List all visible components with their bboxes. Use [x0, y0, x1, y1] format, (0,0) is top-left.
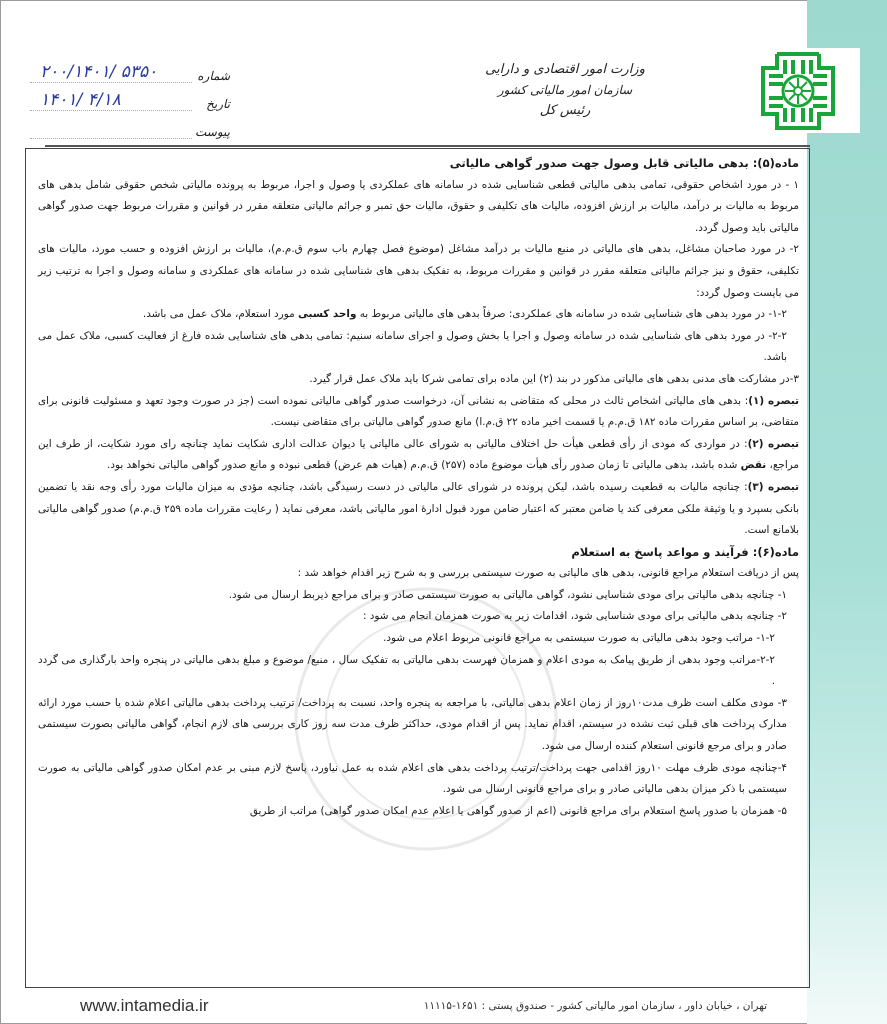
- document-body: [25, 148, 810, 988]
- note-label: تبصره (۱): [748, 394, 799, 407]
- note-label: تبصره (۳): [747, 480, 799, 493]
- article-5-clause-2: ۲- در مورد صاحبان مشاغل، بدهی های مالیاتی در منبع مالیات بر درآمد مشاغل (موضوع فصل چهارم باب سوم ق.م.م)، مالیات بر ارزش افزوده و حسب مورد، مالیات های تکلیفی، حقوق و نیز جرائم مالیاتی متعلقه مقرر در قوانین و مقررات مربوط، به تفکیک بدهی های شناسایی شده در سامانه های عملکردی و سامانه وصول و اجرا به ترتیب زیر می بایست وصول گردد:: [38, 243, 799, 299]
- clause-emphasis: واحد کسبی: [297, 308, 357, 321]
- number-label: شماره: [197, 69, 230, 83]
- letter-date: ۱۴۰۱/ ۴/۱۸: [30, 90, 192, 111]
- attachment-blank: [30, 128, 192, 139]
- note-1: [38, 391, 799, 434]
- note-label: تبصره (۲): [747, 437, 799, 450]
- note-2: [38, 434, 799, 477]
- emblem-logo-icon: [755, 50, 841, 132]
- clause-text: مورد استعلام، ملاک عمل می باشد.: [142, 308, 298, 321]
- clause-text: ۱-۲- در مورد بدهی های شناسایی شده در سامانه های عملکردی: صرفاً بدهی های مالیاتی مربوط به: [356, 308, 787, 321]
- article-6-clause-1: ۱- چنانچه بدهی مالیاتی برای مودی شناسایی نشود، گواهی مالیاتی به صورت سیستمی صادر و برای مراجع ذیربط ارسال می شود.: [228, 588, 787, 601]
- note-emphasis: نقض: [740, 459, 767, 472]
- article-6-clause-3: ۳- مودی مکلف است ظرف مدت۱۰روز از زمان اعلام بدهی مالیاتی، با مراجعه به پنجره واحد، نسبت به پرداخت/ ترتیب پرداخت بدهی مالیاتی اعلام شده یا حسب مورد ارائه مدارک پرداخت های قبلی ثبت نشده در سیستم، اقدام نماید. پس از اقدام مودی، حداکثر ظرف مدت سه روز کاری بررسی های لازم انجام، گواهی مالیاتی بصورت سیستمی صادر و برای مرجع قانونی استعلام کننده ارسال می شود.: [38, 696, 787, 753]
- article-5-clause-1: ۱ - در مورد اشخاص حقوقی، تمامی بدهی مالیاتی قطعی شناسایی شده در سامانه های عملکردی یا وصول و اجرا، مربوط به پرونده مالیاتی شخص حقوقی شامل بدهی های مربوط به مالیات بر درآمد، مالیات بر ارزش افزوده، مالیات های تکلیفی و حقوق، مالیات حق تمبر و جرائم مالیاتی متعلقه مقرر در قوانین و مقررات مربوط جهت صدور گواهی مالیاتی باید وصول گردد.: [38, 178, 799, 234]
- note-3: [38, 477, 799, 542]
- decorative-teal-strip: [807, 0, 887, 1024]
- postal-address: تهران ، خیابان داور ، سازمان امور مالیاتی کشور - صندوق پستی : ۱۶۵۱-۱۱۱۱۵: [423, 1000, 767, 1012]
- article-6-clause-2-1: ۱-۲- مراتب وجود بدهی مالیاتی به صورت سیستمی به مراجع قانونی مربوط اعلام می شود.: [383, 632, 775, 645]
- attachment-label: پیوست: [195, 125, 230, 139]
- note-text: : بدهی های مالیاتی اشخاص ثالث در محلی که متقاضی به نشانی آن، درخواست صدور گواهی مالیاتی نموده است (جز در صورت وجود تعهد و مسئولیت قانونی برای متقاضی، بر اساس مقررات ماده ۱۸۲ ق.م.م یا قسمت اخیر ماده ۲۲ ق.م.ا) مانع صدور گواهی مالیاتی برای متقاضی نیست.: [38, 394, 799, 429]
- header-divider: [45, 145, 810, 147]
- letter-number: ۲۰۰/۱۴۰۱/ ۵۳۵۰: [30, 62, 192, 83]
- article-6-clause-5: ۵- همزمان با صدور پاسخ استعلام برای مراجع قانونی (اعم از صدور گواهی یا اعلام عدم امکان صدور گواهی) مراتب از طریق: [249, 804, 787, 817]
- article-5-clause-2-1: [38, 304, 799, 326]
- attachment-row: [30, 111, 230, 139]
- article-5-title: ماده(۵): بدهی مالیاتی قابل وصول جهت صدور گواهی مالیاتی: [449, 156, 799, 170]
- article-6-clause-2-2: ۲-۲-مراتب وجود بدهی از طریق پیامک به مودی اعلام و همزمان فهرست بدهی مالیاتی به تفکیک سال ، منبع/ موضوع و مبلغ بدهی مالیاتی در پنجره واحد بارگذاری می گردد .: [38, 653, 775, 688]
- letter-meta: [30, 55, 230, 139]
- number-row: [30, 55, 230, 83]
- organization-name: سازمان امور مالیاتی کشور: [497, 83, 633, 97]
- website-link[interactable]: www.intamedia.ir: [80, 996, 209, 1015]
- date-row: [30, 83, 230, 111]
- date-label: تاریخ: [206, 97, 230, 111]
- article-6-intro: پس از دریافت استعلام مراجع قانونی، بدهی های مالیاتی به صورت سیستمی بررسی و به شرح زیر اقدام خواهد شد :: [297, 567, 799, 580]
- ministry-name: وزارت امور اقتصادی و دارایی: [485, 62, 645, 77]
- article-6-clause-4: ۴-چنانچه مودی ظرف مهلت ۱۰روز اقدامی جهت پرداخت/ترتیب پرداخت بدهی های اعلام شده به عمل نیاورد، پاسخ لازم مبنی بر عدم امکان صدور گواهی مالیاتی به صورت سیستمی با ذکر میزان بدهی مالیاتی صادر و برای مراجع قانونی ارسال می شود.: [38, 761, 787, 796]
- note-text: : در مواردی که مودی از رأی قطعی هیأت حل اختلاف مالیاتی به شورای عالی مالیاتی یا دیوان عدالت اداری شکایت نماید چنانچه رای مورد شکایت، از طرف این مراجع،: [38, 437, 799, 472]
- page-footer: [0, 992, 887, 1020]
- article-5-clause-3: ۳-در مشارکت های مدنی بدهی های مالیاتی مذکور در بند (۲) این ماده برای تمامی شرکا باید ملاک عمل قرار گیرد.: [309, 372, 799, 385]
- signatory-title: رئیس کل: [539, 103, 591, 118]
- article-6-title: ماده(۶): فرآیند و مواعد پاسخ به استعلام: [571, 544, 799, 559]
- note-text: شده باشد، بدهی مالیاتی تا زمان صدور رأی هیأت موضوع ماده (۲۵۷) ق.م.م (هیات هم عرض) قطعی نبوده و مانع صدور گواهی مالیاتی نخواهد بود.: [107, 459, 741, 472]
- article-5-clause-2-2: ۲-۲- در مورد بدهی های شناسایی شده در سامانه وصول و اجرا یا بخش وصول و اجرای سامانه سنیم: تمامی بدهی های شناسایی شده فارغ از فعالیت کسبی، ملاک عمل می باشد.: [38, 329, 787, 364]
- article-6-clause-2: ۲- چنانچه بدهی مالیاتی برای مودی شناسایی شود، اقدامات زیر به صورت همزمان انجام می شود :: [362, 610, 787, 623]
- document-text: [26, 149, 809, 822]
- note-text: : چنانچه مالیات به قطعیت رسیده باشد، لیکن پرونده در شورای عالی مالیاتی در دست رسیدگی باشد، چنانچه مؤدی به میزان مالیات مورد رأی وجه نقد یا تضمین بانکی بسپرد و یا وثیقة ملکی معرفی کند یا ضامن معتبر که اعتبار ضامن مورد قبول ادارهٔ امور مالیاتی باشد، معرفی نماید ( رعایت مقررات ماده ۲۵۹ ق.م.م) صدور گواهی مالیاتی بلامانع است.: [38, 480, 799, 537]
- letterhead: [395, 60, 735, 122]
